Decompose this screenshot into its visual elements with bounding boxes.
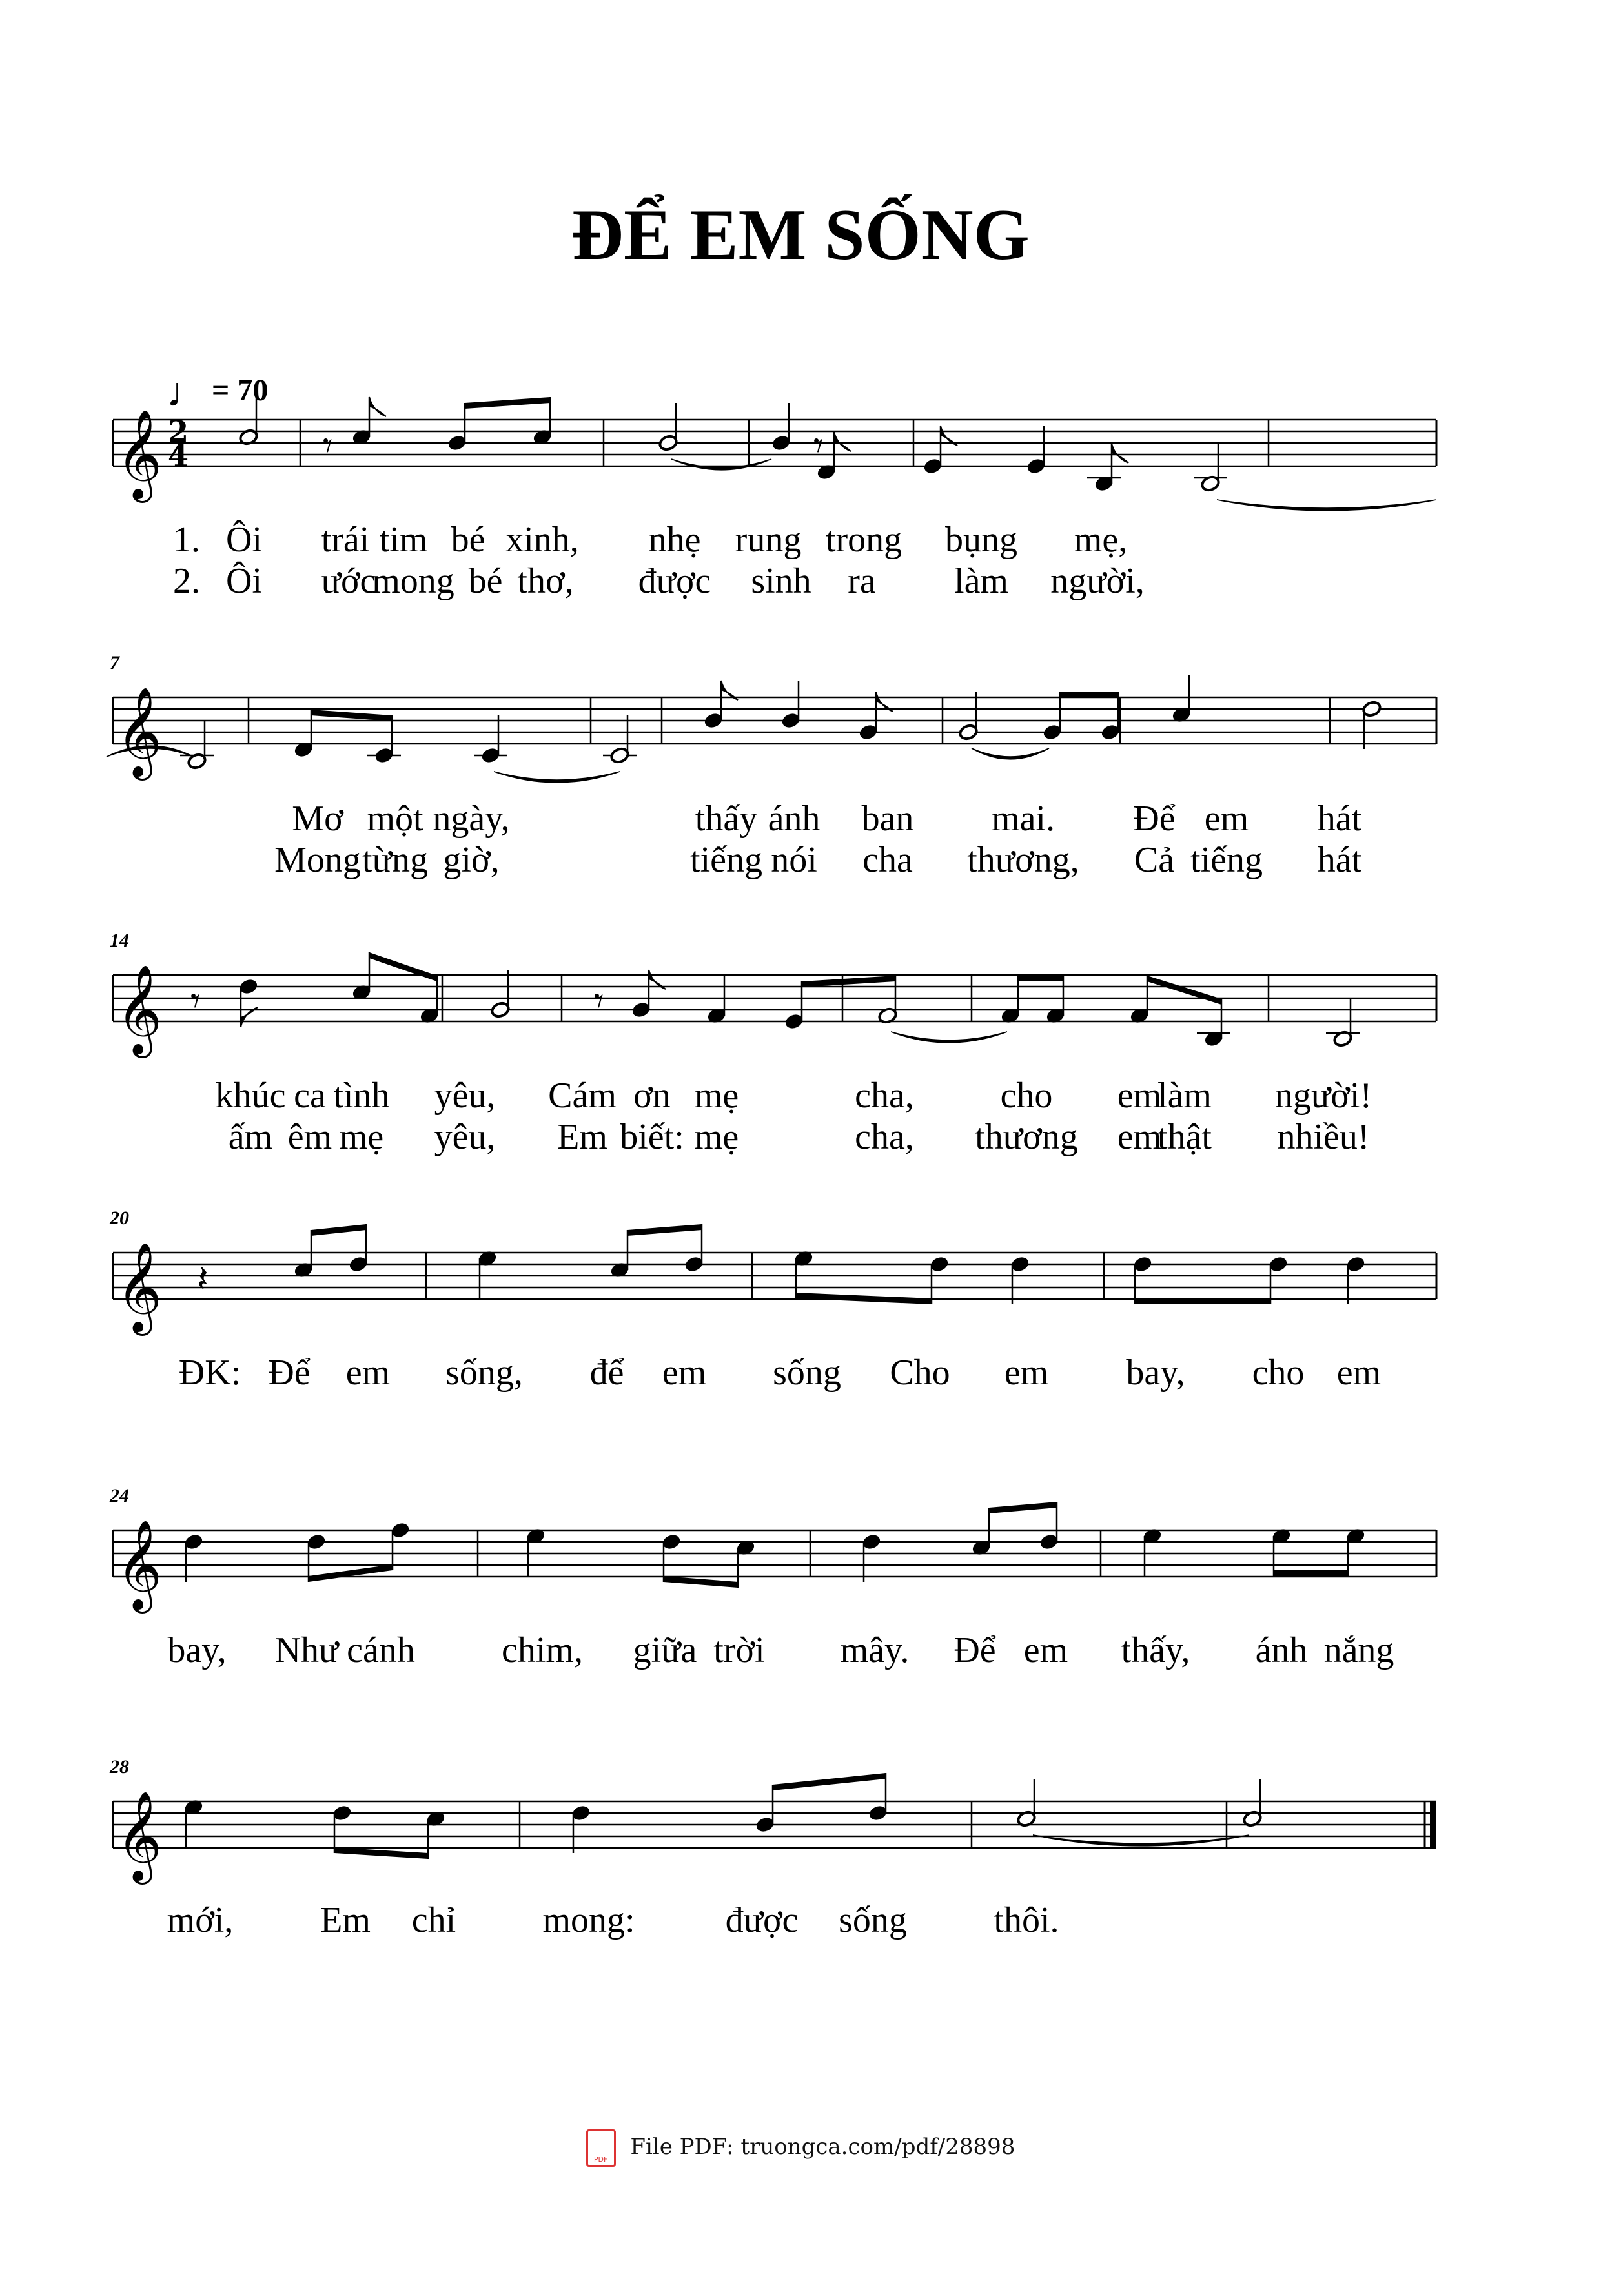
lyric-syllable: xinh, — [505, 520, 579, 560]
beam — [311, 710, 392, 721]
lyric-syllable: em — [1336, 1353, 1382, 1393]
measure-number: 14 — [110, 930, 129, 951]
measure-number: 7 — [110, 652, 119, 673]
beam — [802, 976, 895, 987]
staff-system — [0, 368, 1601, 639]
lyric-syllable: từng — [362, 840, 428, 880]
beam — [796, 1293, 932, 1304]
lyric-syllable: tình — [333, 1076, 390, 1116]
lyric-syllable: cha — [862, 840, 913, 880]
tie — [671, 459, 771, 470]
beam — [309, 1564, 393, 1582]
lyric-syllable: thơ, — [517, 561, 574, 601]
lyric-syllable: cha, — [855, 1117, 914, 1157]
lyric-syllable: Như — [274, 1630, 339, 1670]
lyric-syllable: em — [1204, 799, 1249, 839]
lyric-syllable: nói — [771, 840, 817, 880]
lyric-syllable: người, — [1050, 561, 1145, 601]
lyric-syllable: tiếng — [1190, 840, 1263, 880]
tempo-value: = 70 — [212, 373, 269, 407]
lyric-syllable: yêu, — [434, 1076, 496, 1116]
lyric-syllable: cho — [1000, 1076, 1053, 1116]
time-signature-top: 2 — [168, 414, 189, 449]
eighth-rest-icon: 𝄾 — [594, 979, 604, 1023]
lyric-syllable: hát — [1317, 840, 1362, 880]
lyric-syllable: bé — [451, 520, 485, 560]
lyric-syllable: ánh — [1255, 1630, 1308, 1670]
lyric-syllable: Ôi — [226, 561, 262, 601]
lyric-syllable: Em — [557, 1117, 607, 1157]
lyric-syllable: Cho — [890, 1353, 950, 1393]
lyric-syllable: thấy, — [1121, 1630, 1190, 1670]
quarter-rest-icon: 𝄽 — [197, 1256, 209, 1300]
measure-number: 24 — [110, 1485, 129, 1506]
lyric-syllable: Em — [320, 1900, 371, 1940]
lyric-syllable: em — [662, 1353, 707, 1393]
lyric-syllable: Cám — [548, 1076, 617, 1116]
note-flag — [834, 432, 851, 451]
measure-number: 20 — [110, 1207, 129, 1229]
lyric-syllable: cha, — [855, 1076, 914, 1116]
lyric-syllable: nắng — [1323, 1630, 1394, 1670]
lyric-syllable: được — [638, 561, 711, 601]
lyric-syllable: để — [589, 1353, 624, 1393]
lyric-syllable: êm — [287, 1117, 332, 1157]
lyric-syllable: sinh — [751, 561, 811, 601]
staff-system — [0, 1750, 1601, 2021]
beam — [1135, 1298, 1270, 1304]
lyric-syllable: Ôi — [226, 520, 262, 560]
treble-clef-icon: 𝄞 — [116, 1520, 162, 1610]
lyric-syllable: trái — [321, 520, 370, 560]
lyric-syllable: một — [367, 799, 423, 839]
beam — [369, 952, 437, 981]
lyric-syllable: mẹ, — [1074, 520, 1128, 560]
lyric-syllable: được — [725, 1900, 799, 1940]
lyric-syllable: cho — [1252, 1353, 1305, 1393]
staff-svg — [0, 1479, 1601, 1750]
lyric-syllable: trong — [825, 520, 902, 560]
lyric-syllable: bé — [468, 561, 503, 601]
beam — [465, 397, 550, 409]
lyric-syllable: em — [1117, 1117, 1162, 1157]
lyric-syllable: Mơ — [292, 799, 343, 839]
lyric-syllable: biết: — [620, 1117, 684, 1157]
lyric-syllable: làm — [954, 561, 1008, 601]
lyric-syllable: ra — [848, 561, 876, 601]
lyric-syllable: sống, — [445, 1353, 523, 1393]
beam — [334, 1847, 428, 1859]
lyric-syllable: mới, — [167, 1900, 234, 1940]
lyric-syllable: Để — [1133, 799, 1176, 839]
lyric-syllable: thôi. — [994, 1900, 1059, 1940]
lyric-syllable: mai. — [992, 799, 1055, 839]
lyric-syllable: Mong — [274, 840, 361, 880]
lyric-syllable: bụng — [945, 520, 1017, 560]
lyric-syllable: rung — [735, 520, 802, 560]
lyric-syllable: ánh — [768, 799, 821, 839]
lyric-syllable: thấy — [695, 799, 758, 839]
lyric-syllable: mong — [372, 561, 454, 601]
beam — [311, 1224, 366, 1236]
beam — [989, 1502, 1057, 1513]
lyric-syllable: người! — [1274, 1076, 1372, 1116]
treble-clef-icon: 𝄞 — [116, 687, 162, 777]
eighth-rest-icon: 𝄾 — [323, 424, 333, 467]
beam — [1274, 1570, 1348, 1576]
lyric-syllable: Để — [268, 1353, 311, 1393]
lyric-syllable: trời — [713, 1630, 765, 1670]
tie — [891, 1032, 1007, 1043]
footer-link[interactable]: File PDF: truongca.com/pdf/28898 — [630, 2134, 1015, 2160]
lyric-syllable: thật — [1157, 1117, 1212, 1157]
lyric-syllable: Để — [953, 1630, 996, 1670]
lyric-syllable: sống — [773, 1353, 841, 1393]
final-barline-thick — [1430, 1801, 1436, 1848]
treble-clef-icon: 𝄞 — [116, 1242, 162, 1332]
staff-svg — [0, 1750, 1601, 2021]
lyric-syllable: ĐK: — [178, 1353, 241, 1393]
lyric-syllable: bay, — [1126, 1353, 1185, 1393]
lyric-syllable: ca — [294, 1076, 326, 1116]
lyric-syllable: hát — [1317, 799, 1362, 839]
lyric-syllable: mong: — [542, 1900, 635, 1940]
lyric-syllable: em — [1023, 1630, 1068, 1670]
lyric-syllable: Cả — [1134, 840, 1175, 880]
lyric-syllable: nhẹ — [648, 520, 701, 560]
lyric-syllable: chỉ — [411, 1900, 456, 1940]
staff-system — [0, 646, 1601, 917]
lyric-syllable: yêu, — [434, 1117, 496, 1157]
treble-clef-icon: 𝄞 — [116, 1791, 162, 1881]
song-title: ĐỂ EM SỐNG — [571, 195, 1030, 275]
treble-clef-icon: 𝄞 — [116, 409, 162, 499]
beam — [1018, 976, 1063, 981]
staff-system — [0, 1201, 1601, 1472]
staff-svg — [0, 1201, 1601, 1472]
lyric-syllable: khúc — [215, 1076, 286, 1116]
verse-number: 1. — [173, 520, 200, 560]
note-flag — [369, 397, 386, 416]
quarter-note-icon: ♩ — [167, 369, 208, 415]
lyric-syllable: mây. — [840, 1630, 910, 1670]
lyric-syllable: sống — [839, 1900, 907, 1940]
eighth-rest-icon: 𝄾 — [813, 424, 824, 467]
lyric-syllable: chim, — [502, 1630, 583, 1670]
lyric-syllable: bay, — [167, 1630, 227, 1670]
verse-number: 2. — [173, 561, 200, 601]
eighth-rest-icon: 𝄾 — [190, 979, 201, 1023]
measure-number: 28 — [110, 1756, 129, 1778]
lyric-syllable: ngày, — [433, 799, 510, 839]
lyric-syllable: giữa — [633, 1630, 697, 1670]
lyric-syllable: cánh — [347, 1630, 415, 1670]
lyric-syllable: em — [1117, 1076, 1162, 1116]
tie — [494, 772, 620, 783]
lyric-syllable: mẹ — [694, 1117, 739, 1157]
footer[interactable] — [0, 2129, 1601, 2167]
lyric-syllable: nhiều! — [1277, 1117, 1370, 1157]
treble-clef-icon: 𝄞 — [116, 965, 162, 1054]
time-signature-bottom: 4 — [168, 438, 189, 473]
lyric-syllable: em — [1004, 1353, 1049, 1393]
beam — [664, 1576, 738, 1588]
note-flag — [1112, 444, 1128, 463]
tie — [972, 748, 1049, 759]
tie — [1217, 500, 1436, 511]
lyric-syllable: ấm — [228, 1117, 273, 1157]
lyric-syllable: tiếng — [690, 840, 762, 880]
lyric-syllable: mẹ — [694, 1076, 739, 1116]
pdf-file-icon: PDF — [586, 2129, 616, 2167]
lyric-syllable: ban — [861, 799, 914, 839]
lyric-syllable: em — [345, 1353, 391, 1393]
lyric-syllable: mẹ — [339, 1117, 384, 1157]
staff-system — [0, 923, 1601, 1194]
beam — [773, 1773, 886, 1790]
lyric-syllable: thương — [975, 1117, 1078, 1157]
lyric-syllable: tim — [379, 520, 428, 560]
staff-system — [0, 1479, 1601, 1750]
lyric-syllable: ơn — [633, 1076, 671, 1116]
beam — [1147, 976, 1221, 1005]
lyric-syllable: làm — [1157, 1076, 1212, 1116]
beam — [627, 1224, 702, 1236]
lyric-syllable: thương, — [967, 840, 1079, 880]
beam — [1060, 692, 1118, 698]
lyric-syllable: ước — [321, 561, 376, 601]
lyric-syllable: giờ, — [443, 840, 500, 880]
